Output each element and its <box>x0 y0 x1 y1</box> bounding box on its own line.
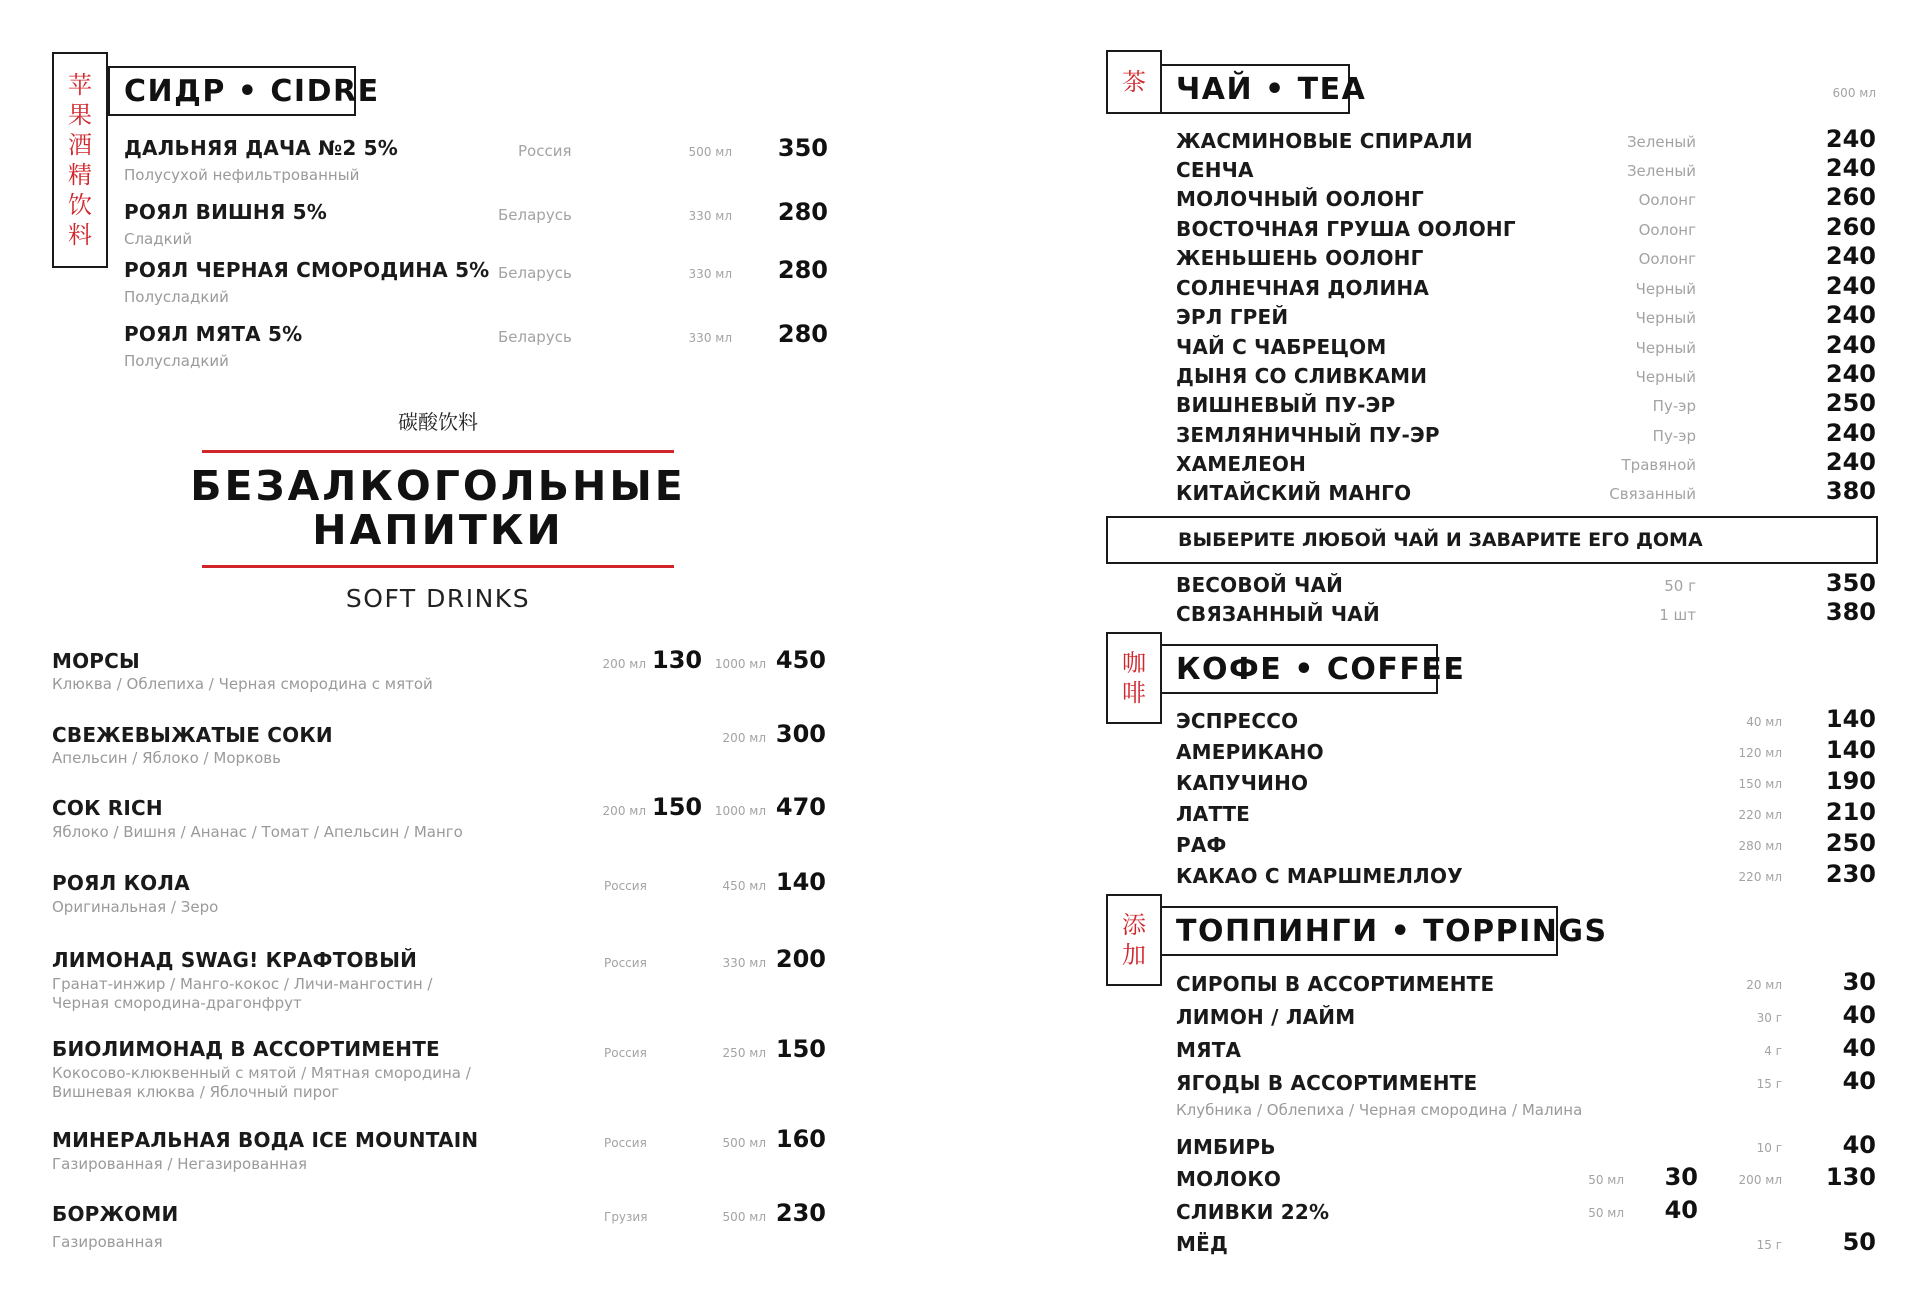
item-price: 150 <box>775 1035 826 1063</box>
item-name: СВЕЖЕВЫЖАТЫЕ СОКИ <box>52 723 333 747</box>
item-description: Апельсин / Яблоко / Морковь <box>52 749 281 767</box>
item-volume: 15 г <box>1756 1077 1782 1091</box>
item-name: РАФ <box>1176 833 1227 857</box>
item-name: МЯТА <box>1176 1038 1242 1062</box>
item-origin: Россия <box>604 1046 647 1060</box>
item-volume: 40 мл <box>1746 715 1782 729</box>
item-price: 250 <box>1825 829 1876 857</box>
item-price: 260 <box>1825 183 1876 211</box>
item-type: Оолонг <box>1638 221 1696 239</box>
item-price: 140 <box>775 868 826 896</box>
item-description: Клюква / Облепиха / Черная смородина с мятой <box>52 675 433 693</box>
item-price-small: 40 <box>1664 1196 1698 1224</box>
cn-glyph: 果 <box>68 101 92 129</box>
item-volume: 220 мл <box>1738 870 1782 884</box>
item-type: Зеленый <box>1626 133 1696 151</box>
item-price: 280 <box>777 198 828 226</box>
item-name: РОЯЛ ВИШНЯ 5% <box>124 200 327 224</box>
item-volume: 30 г <box>1756 1011 1782 1025</box>
item-volume: 220 мл <box>1738 808 1782 822</box>
item-volume-large: 1000 мл <box>714 657 766 671</box>
tea-title: ЧАЙ • TEA <box>1160 64 1350 114</box>
item-origin: Беларусь <box>498 328 572 346</box>
item-price: 280 <box>777 256 828 284</box>
soft-cn-label: 碳酸饮料 <box>398 410 478 434</box>
soft-title-line2: НАПИТКИ <box>312 506 564 554</box>
item-name: СЛИВКИ 22% <box>1176 1200 1330 1224</box>
item-origin: Россия <box>604 956 647 970</box>
item-volume: 330 мл <box>688 267 732 281</box>
item-volume: 330 мл <box>722 956 766 970</box>
item-name: СИРОПЫ В АССОРТИМЕНТЕ <box>1176 972 1495 996</box>
item-price: 240 <box>1825 154 1876 182</box>
item-price: 190 <box>1825 767 1876 795</box>
soft-top-rule <box>202 450 674 453</box>
item-price-large: 450 <box>775 646 826 674</box>
item-volume: 330 мл <box>688 209 732 223</box>
item-description-line2: Вишневая клюква / Яблочный пирог <box>52 1083 340 1101</box>
item-name: БОРЖОМИ <box>52 1202 179 1226</box>
item-price: 200 <box>775 945 826 973</box>
item-price-small: 150 <box>652 793 703 821</box>
item-volume: 280 мл <box>1738 839 1782 853</box>
item-volume-small: 50 мл <box>1588 1173 1624 1187</box>
item-name: ВЕСОВОЙ ЧАЙ <box>1176 573 1344 597</box>
item-type: Травяной <box>1621 456 1696 474</box>
item-volume: 500 мл <box>688 145 732 159</box>
item-name: ЭСПРЕССО <box>1176 709 1299 733</box>
item-price: 50 <box>1842 1228 1876 1256</box>
item-description: Клубника / Облепиха / Черная смородина / Малина <box>1176 1101 1583 1119</box>
cn-glyph: 饮 <box>68 191 92 219</box>
item-type: Черный <box>1635 280 1696 298</box>
item-price: 40 <box>1842 1067 1876 1095</box>
item-name: ЛИМОН / ЛАЙМ <box>1176 1005 1356 1029</box>
item-name: КАПУЧИНО <box>1176 771 1309 795</box>
cidre-title: СИДР • CIDRE <box>108 66 356 116</box>
coffee-title: КОФЕ • COFFEE <box>1160 644 1438 694</box>
item-price: 240 <box>1825 301 1876 329</box>
item-price: 240 <box>1825 360 1876 388</box>
item-name: КИТАЙСКИЙ МАНГО <box>1176 481 1412 505</box>
item-price: 210 <box>1825 798 1876 826</box>
item-amount: 1 шт <box>1659 606 1696 624</box>
cn-glyph: 加 <box>1122 941 1146 969</box>
item-description: Полусладкий <box>124 352 229 370</box>
item-name: МОРСЫ <box>52 649 140 673</box>
item-origin: Грузия <box>604 1210 648 1224</box>
cn-glyph: 啡 <box>1122 679 1146 707</box>
item-price-large: 470 <box>775 793 826 821</box>
item-price: 230 <box>775 1199 826 1227</box>
item-name: МОЛОКО <box>1176 1167 1282 1191</box>
item-name: МИНЕРАЛЬНАЯ ВОДА ICE MOUNTAIN <box>52 1128 479 1152</box>
item-type: Пу-эр <box>1652 427 1696 445</box>
item-name: ЛИМОНАД SWAG! КРАФТОВЫЙ <box>52 948 418 972</box>
item-price: 240 <box>1825 242 1876 270</box>
item-name: АМЕРИКАНО <box>1176 740 1324 764</box>
item-description: Яблоко / Вишня / Ананас / Томат / Апельсин / Манго <box>52 823 463 841</box>
item-name: ЗЕМЛЯНИЧНЫЙ ПУ-ЭР <box>1176 423 1440 447</box>
item-name: СОК RICH <box>52 796 163 820</box>
item-origin: Россия <box>518 142 572 160</box>
item-description: Газированная <box>52 1233 163 1251</box>
item-volume: 15 г <box>1756 1238 1782 1252</box>
item-description: Гранат-инжир / Манго-кокос / Личи-мангостин / <box>52 975 433 993</box>
item-name: ЖЕНЬШЕНЬ ООЛОНГ <box>1176 246 1424 270</box>
item-volume: 120 мл <box>1738 746 1782 760</box>
item-price: 230 <box>1825 860 1876 888</box>
item-price: 40 <box>1842 1034 1876 1062</box>
item-name: ДАЛЬНЯЯ ДАЧА №2 5% <box>124 136 399 160</box>
item-price: 260 <box>1825 213 1876 241</box>
item-price: 350 <box>1825 569 1876 597</box>
item-name: ЧАЙ С ЧАБРЕЦОМ <box>1176 335 1387 359</box>
item-price: 240 <box>1825 419 1876 447</box>
item-volume-small: 200 мл <box>602 657 646 671</box>
item-type: Связанный <box>1609 485 1696 503</box>
item-type: Оолонг <box>1638 250 1696 268</box>
item-name: ЛАТТЕ <box>1176 802 1251 826</box>
soft-subtitle: SOFT DRINKS <box>345 584 531 613</box>
item-description: Газированная / Негазированная <box>52 1155 308 1173</box>
toppings-cn-label <box>1106 894 1162 986</box>
item-origin: Россия <box>604 1136 647 1150</box>
item-origin: Беларусь <box>498 206 572 224</box>
item-price: 140 <box>1825 705 1876 733</box>
cn-glyph: 苹 <box>68 71 92 99</box>
item-price: 240 <box>1825 125 1876 153</box>
item-price: 240 <box>1825 331 1876 359</box>
item-name: КАКАО С МАРШМЕЛЛОУ <box>1176 864 1463 888</box>
item-volume: 150 мл <box>1738 777 1782 791</box>
item-type: Черный <box>1635 339 1696 357</box>
item-amount: 50 г <box>1664 577 1696 595</box>
item-name: ЖАСМИНОВЫЕ СПИРАЛИ <box>1176 129 1473 153</box>
item-type: Пу-эр <box>1652 397 1696 415</box>
item-volume: 450 мл <box>722 879 766 893</box>
item-description-line2: Черная смородина-драгонфрут <box>52 994 302 1012</box>
item-origin: Россия <box>604 879 647 893</box>
item-price: 350 <box>777 134 828 162</box>
item-volume: 20 мл <box>1746 978 1782 992</box>
item-price: 380 <box>1825 598 1876 626</box>
item-description: Оригинальная / Зеро <box>52 898 219 916</box>
item-volume-small: 200 мл <box>602 804 646 818</box>
item-type: Черный <box>1635 309 1696 327</box>
item-name: БИОЛИМОНАД В АССОРТИМЕНТЕ <box>52 1037 440 1061</box>
item-price: 40 <box>1842 1131 1876 1159</box>
item-name: РОЯЛ ЧЕРНАЯ СМОРОДИНА 5% <box>124 258 490 282</box>
item-volume: 4 г <box>1764 1044 1782 1058</box>
cn-glyph: 酒 <box>68 131 92 159</box>
cn-glyph: 精 <box>68 161 92 189</box>
item-description: Сладкий <box>124 230 193 248</box>
item-price: 240 <box>1825 272 1876 300</box>
item-volume: 500 мл <box>722 1136 766 1150</box>
toppings-title: ТОППИНГИ • TOPPINGS <box>1160 906 1558 956</box>
item-price: 250 <box>1825 389 1876 417</box>
tea-home-note: ВЫБЕРИТЕ ЛЮБОЙ ЧАЙ И ЗАВАРИТЕ ЕГО ДОМА <box>1106 516 1878 564</box>
item-price: 300 <box>775 720 826 748</box>
item-price-small: 130 <box>652 646 703 674</box>
item-price-large: 130 <box>1825 1163 1876 1191</box>
cidre-cn-label <box>52 52 108 268</box>
item-type: Оолонг <box>1638 191 1696 209</box>
soft-bottom-rule <box>202 565 674 568</box>
item-name: ВИШНЕВЫЙ ПУ-ЭР <box>1176 393 1396 417</box>
item-volume-small: 50 мл <box>1588 1206 1624 1220</box>
cn-glyph: 添 <box>1122 911 1146 939</box>
item-name: РОЯЛ КОЛА <box>52 871 190 895</box>
item-type: Черный <box>1635 368 1696 386</box>
item-type: Зеленый <box>1626 162 1696 180</box>
item-description: Полусладкий <box>124 288 229 306</box>
item-volume: 10 г <box>1756 1141 1782 1155</box>
item-name: МОЛОЧНЫЙ ООЛОНГ <box>1176 187 1424 211</box>
item-price: 280 <box>777 320 828 348</box>
item-name: РОЯЛ МЯТА 5% <box>124 322 303 346</box>
item-name: ДЫНЯ СО СЛИВКАМИ <box>1176 364 1428 388</box>
item-volume: 250 мл <box>722 1046 766 1060</box>
item-price-small: 30 <box>1664 1163 1698 1191</box>
soft-title-line1: БЕЗАЛКОГОЛЬНЫЕ <box>190 462 686 510</box>
item-origin: Беларусь <box>498 264 572 282</box>
item-price: 40 <box>1842 1001 1876 1029</box>
item-name: МЁД <box>1176 1232 1228 1256</box>
item-name: ЭРЛ ГРЕЙ <box>1176 305 1289 329</box>
cn-glyph: 咖 <box>1122 649 1146 677</box>
item-name: ИМБИРЬ <box>1176 1135 1276 1159</box>
item-volume: 200 мл <box>722 731 766 745</box>
cn-glyph: 料 <box>68 221 92 249</box>
item-price: 240 <box>1825 448 1876 476</box>
item-price: 160 <box>775 1125 826 1153</box>
tea-cn-label <box>1106 50 1162 114</box>
item-price: 30 <box>1842 968 1876 996</box>
coffee-cn-label <box>1106 632 1162 724</box>
item-name: СЕНЧА <box>1176 158 1254 182</box>
item-name: СОЛНЕЧНАЯ ДОЛИНА <box>1176 276 1430 300</box>
item-name: ВОСТОЧНАЯ ГРУША ООЛОНГ <box>1176 217 1516 241</box>
cn-glyph: 茶 <box>1122 68 1146 96</box>
tea-volume-header: 600 мл <box>1832 86 1876 100</box>
item-description: Кокосово-клюквенный с мятой / Мятная смородина / <box>52 1064 471 1082</box>
item-volume: 330 мл <box>688 331 732 345</box>
item-volume: 500 мл <box>722 1210 766 1224</box>
item-description: Полусухой нефильтрованный <box>124 166 360 184</box>
item-name: ХАМЕЛЕОН <box>1176 452 1307 476</box>
item-volume-large: 200 мл <box>1738 1173 1782 1187</box>
item-name: ЯГОДЫ В АССОРТИМЕНТЕ <box>1176 1071 1478 1095</box>
item-volume-large: 1000 мл <box>714 804 766 818</box>
item-price: 380 <box>1825 477 1876 505</box>
item-name: СВЯЗАННЫЙ ЧАЙ <box>1176 602 1380 626</box>
item-price: 140 <box>1825 736 1876 764</box>
